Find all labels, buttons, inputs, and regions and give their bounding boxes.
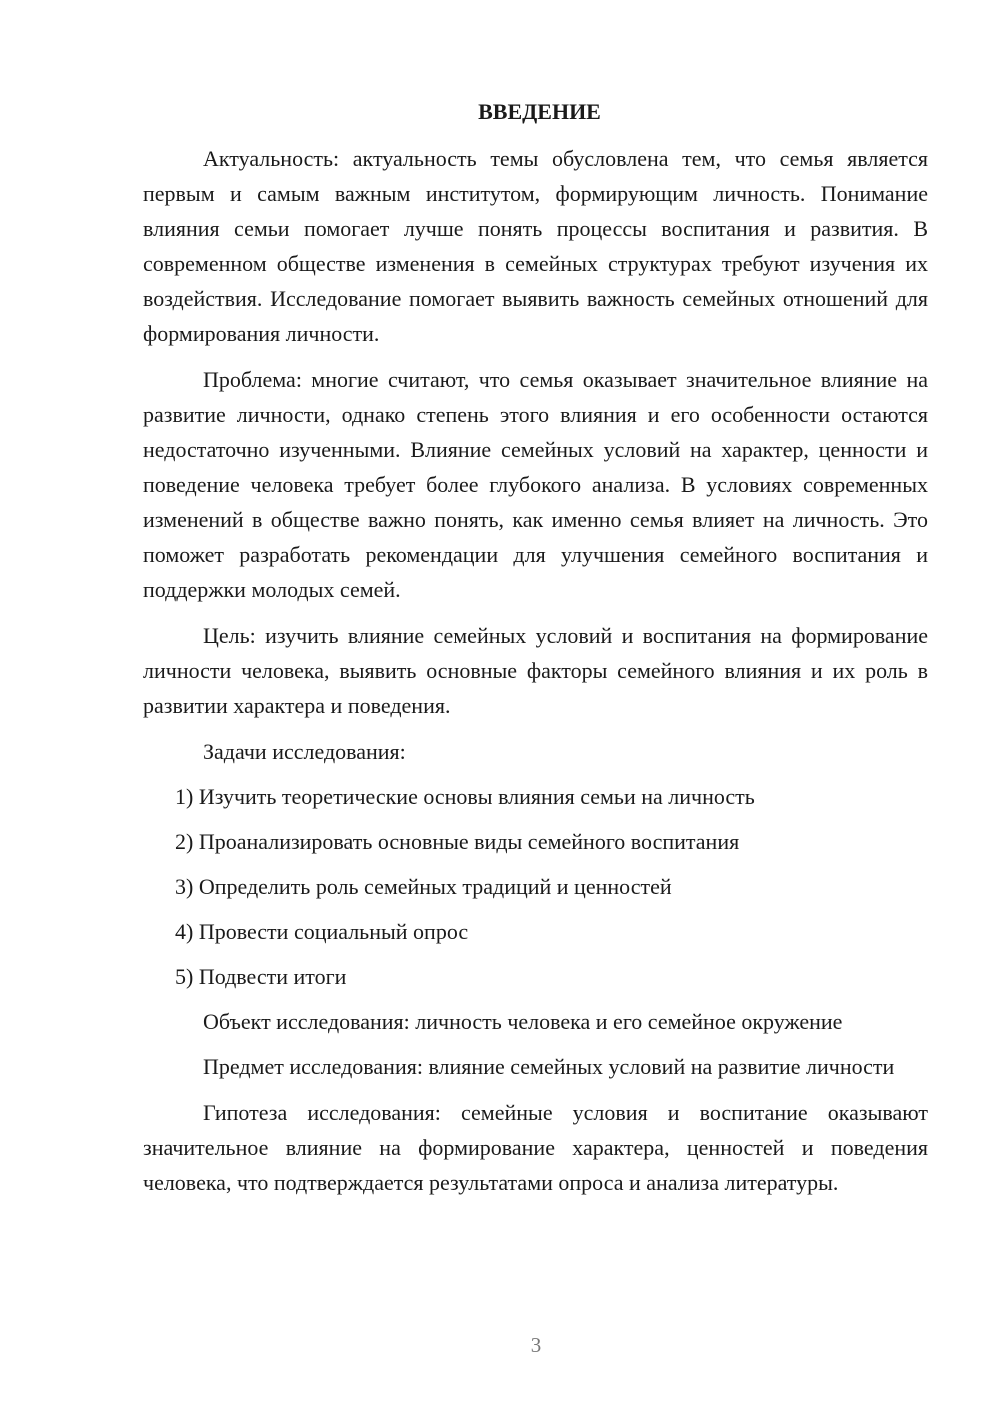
page-content [143, 94, 928, 1211]
page-number: 3 [530, 1333, 542, 1357]
problem-paragraph: Проблема: многие считают, что семья оказывает значительное влияние на развитие личности, однако степень этого влияния и его особенности остаются недостаточно изученными. Влияние семейных условий на характер, ценности и поведение человека требует более глубокого анализа. В условиях современных изменений в обществе важно понять, как именно семья влияет на личность. Это поможет разработать рекомендации для улучшения семейного воспитания и поддержки молодых семей. [143, 367, 928, 602]
subject-paragraph: Предмет исследования: влияние семейных условий на развитие личности [203, 1054, 895, 1079]
tasks-list [143, 779, 928, 994]
task-item: 4) Провести социальный опрос [175, 919, 469, 944]
task-item: 5) Подвести итоги [175, 964, 347, 989]
goal-paragraph: Цель: изучить влияние семейных условий и воспитания на формирование личности человека, выявить основные факторы семейного влияния и их роль в развитии характера и поведения. [143, 623, 928, 718]
object-paragraph: Объект исследования: личность человека и его семейное окружение [203, 1009, 843, 1034]
hypothesis-paragraph: Гипотеза исследования: семейные условия и воспитание оказывают значительное влияние на формирование характера, ценностей и поведения человека, что подтверждается результатами опроса и анализа литературы. [143, 1100, 928, 1195]
tasks-title: Задачи исследования: [203, 739, 406, 764]
task-item: 1) Изучить теоретические основы влияния семьи на личность [175, 784, 755, 809]
relevance-paragraph: Актуальность: актуальность темы обусловлена тем, что семья является первым и самым важным институтом, формирующим личность. Понимание влияния семьи помогает лучше понять процессы воспитания и развития. В современном обществе изменения в семейных структурах требуют изучения их воздействия. Исследование помогает выявить важность семейных отношений для формирования личности. [143, 146, 928, 346]
task-item: 3) Определить роль семейных традиций и ценностей [175, 874, 672, 899]
section-heading: ВВЕДЕНИЕ [478, 99, 601, 124]
task-item: 2) Проанализировать основные виды семейного воспитания [175, 829, 740, 854]
